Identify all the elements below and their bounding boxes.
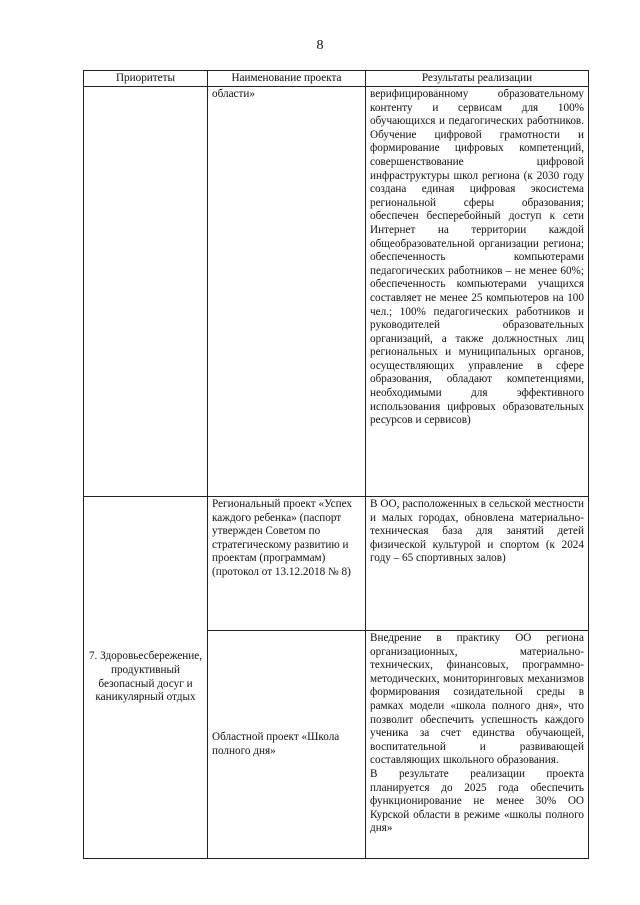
row2-project: Региональный проект «Успех каждого ребенка» (паспорт утвержден Советом по стратегическому развитию и проектам (программам) (протокол от 13.12.2018 № 8) <box>208 497 366 631</box>
header-priorities: Приоритеты <box>84 71 208 87</box>
row3-result-paragraph-2: В результате реализации проекта планируется до 2025 года обеспечить функционирование не менее 30% ОО Курской области в режиме «школы полного дня» <box>370 767 584 835</box>
row3-result <box>366 631 589 859</box>
row1-project: области» <box>208 87 366 497</box>
header-results: Результаты реализации <box>366 71 589 87</box>
row1-result: верифицированному образовательному контенту и сервисам для 100% обучающихся и педагогических работников. Обучение цифровой грамотности и формирование цифровых компетенций, совершенствование цифровой инфраструктуры школ региона (к 2030 году создана единая цифровая экосистема региональной сферы образования; обеспечен бесперебойный доступ к сети Интернет на территории каждой общеобразовательной организации региона; обеспеченность компьютерами педагогических работников – не менее 60%; обеспеченность компьютерами учащихся составляет не менее 25 компьютеров на 100 чел.; 100% педагогических работников и руководителей образовательных организаций, а также должностных лиц региональных и муниципальных органов, осуществляющих управление в сфере образования, обладают компетенциями, необходимыми для эффективного использования цифровых образовательных ресурсов и сервисов) <box>366 87 589 497</box>
row2-result: В ОО, расположенных в сельской местности и малых городах, обновлена материально-техническая база для занятий детей физической культурой и спортом (к 2024 году – 65 спортивных залов) <box>366 497 589 631</box>
table-row <box>84 87 589 497</box>
priority-7-cell: 7. Здоровьесбережение, продуктивный безопасный досуг и каникулярный отдых <box>84 497 208 859</box>
header-project-name: Наименование проекта <box>208 71 366 87</box>
table-row <box>84 497 589 631</box>
row3-project: Областной проект «Школа полного дня» <box>208 631 366 859</box>
projects-table <box>83 70 589 859</box>
row1-priority <box>84 87 208 497</box>
table-header-row <box>84 71 589 87</box>
page-number: 8 <box>316 38 324 53</box>
row3-result-paragraph-1: Внедрение в практику ОО региона организационных, материально-технических, финансовых, программно-методических, мониторинговых механизмов формирования созидательной среды в рамках модели «школа полного дня», что позволит обеспечить успешность каждого ученика за счет единства обучающей, воспитательной и развивающей составляющих школьного образования. <box>370 632 584 767</box>
